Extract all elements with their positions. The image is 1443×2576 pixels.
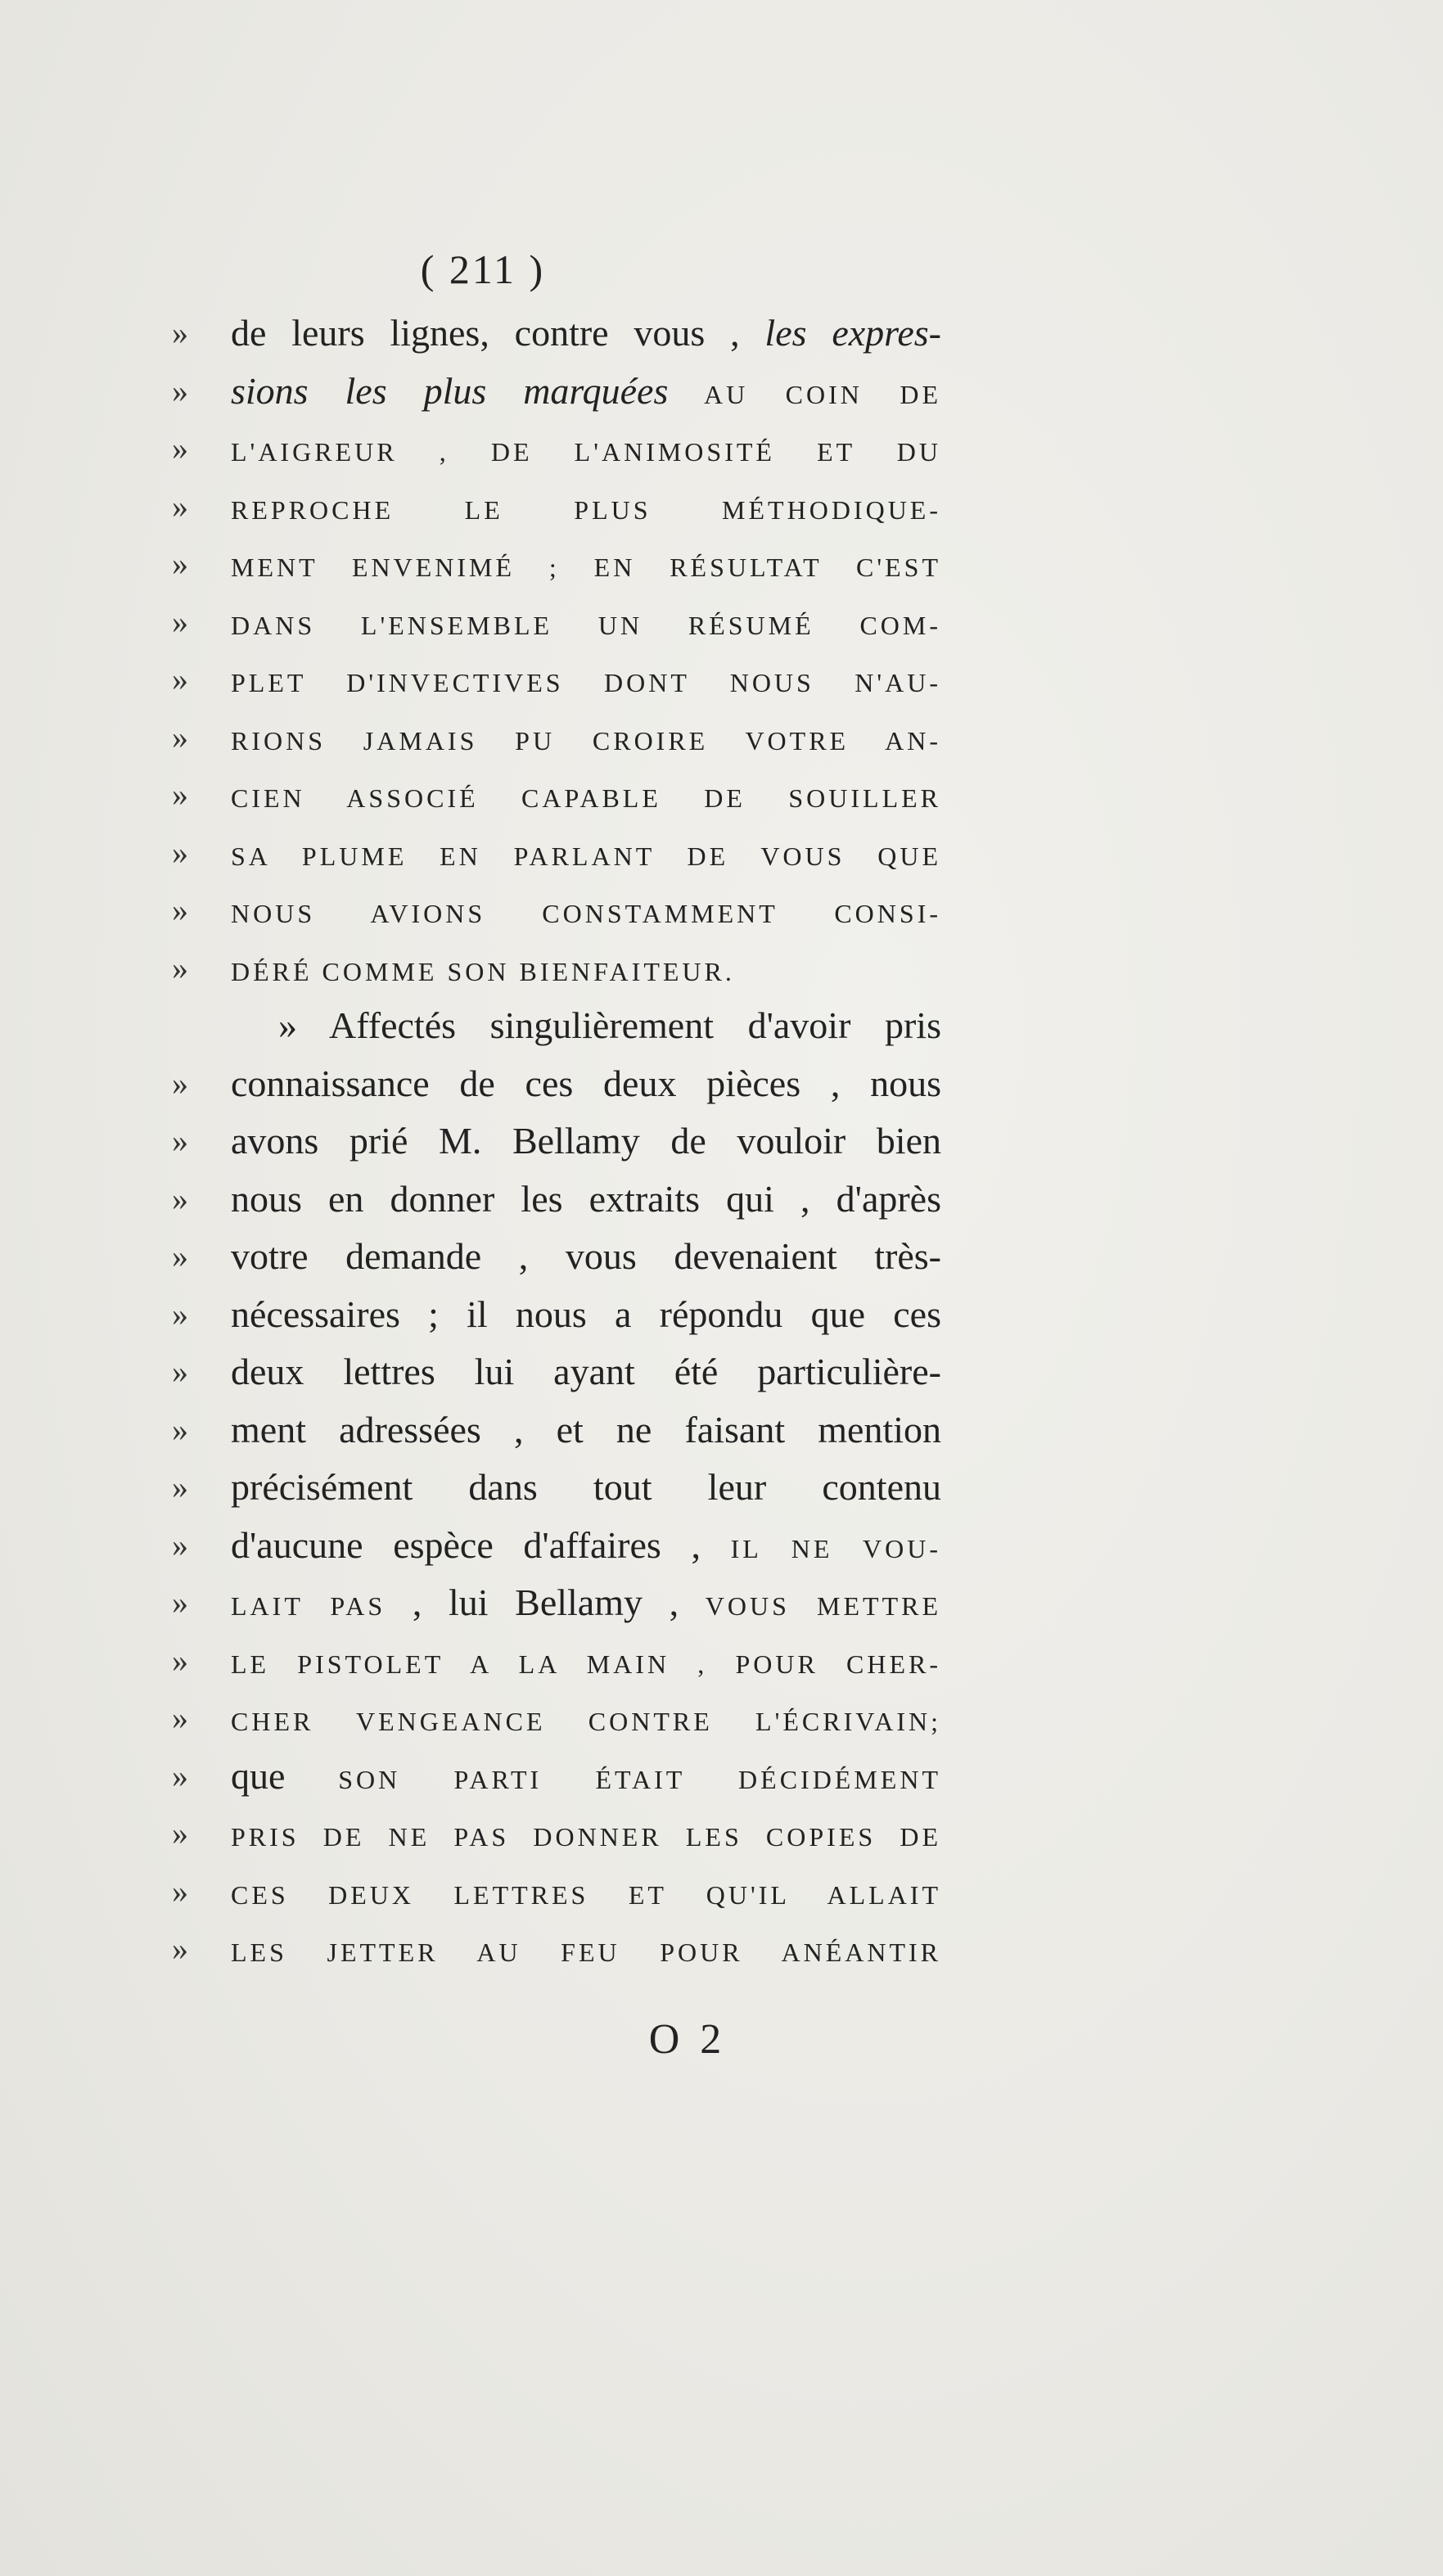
quotation-mark: » bbox=[172, 314, 188, 351]
quotation-mark: » bbox=[172, 1238, 188, 1274]
quotation-mark: » bbox=[172, 1353, 188, 1390]
line-text bbox=[231, 1055, 941, 1113]
line-text bbox=[231, 940, 941, 1001]
line-text bbox=[231, 593, 941, 655]
small-caps-text: SA PLUME EN PARLANT DE VOUS QUE bbox=[231, 841, 941, 871]
roman-text: d'aucune espèce d'affaires , bbox=[231, 1523, 731, 1566]
text-line bbox=[172, 940, 941, 998]
line-text bbox=[231, 1805, 941, 1866]
quotation-mark: » bbox=[172, 1872, 188, 1910]
quotation-mark: » bbox=[172, 891, 188, 928]
text-line bbox=[172, 1459, 941, 1517]
line-text bbox=[231, 1228, 941, 1286]
small-caps-text: PLET D'INVECTIVES DONT NOUS N'AU- bbox=[231, 668, 941, 697]
italic-text: sions les plus marquées bbox=[231, 369, 669, 412]
small-caps-text: NOUS AVIONS CONSTAMMENT CONSI- bbox=[231, 899, 941, 928]
small-caps-text: LE PISTOLET A LA MAIN , POUR CHER- bbox=[231, 1649, 941, 1679]
quotation-mark: » bbox=[172, 1064, 188, 1102]
text-line bbox=[172, 1228, 941, 1286]
quotation-mark: » bbox=[172, 1699, 188, 1736]
quotation-mark: » bbox=[172, 949, 188, 986]
text-line bbox=[172, 1748, 941, 1806]
line-text bbox=[231, 651, 941, 712]
line-text bbox=[231, 1343, 941, 1401]
text-line bbox=[172, 1632, 941, 1690]
line-text bbox=[231, 997, 941, 1055]
quotation-mark: » bbox=[172, 1584, 188, 1621]
text-line bbox=[172, 535, 941, 593]
small-caps-text: RIONS JAMAIS PU CROIRE VOTRE AN- bbox=[231, 725, 941, 756]
quotation-mark: » bbox=[172, 372, 188, 409]
line-text bbox=[231, 709, 941, 770]
text-line bbox=[172, 1863, 941, 1921]
quotation-mark: » bbox=[172, 1468, 188, 1505]
quotation-mark: » bbox=[172, 1930, 188, 1967]
line-text bbox=[231, 1517, 941, 1578]
line-text bbox=[231, 1459, 941, 1517]
text-line bbox=[172, 1112, 941, 1171]
line-text bbox=[231, 363, 941, 424]
quotation-mark: » bbox=[172, 833, 188, 871]
line-text bbox=[231, 1863, 941, 1924]
small-caps-text: DÉRÉ COMME SON BIENFAITEUR. bbox=[231, 956, 735, 986]
text-line bbox=[172, 1690, 941, 1748]
small-caps-text: CHER VENGEANCE CONTRE L'ÉCRIVAIN; bbox=[231, 1707, 941, 1736]
line-text bbox=[231, 766, 941, 828]
text-line bbox=[172, 1574, 941, 1632]
quotation-mark: » bbox=[172, 1295, 188, 1333]
roman-text: que bbox=[231, 1754, 339, 1797]
quotation-mark: » bbox=[172, 430, 188, 467]
line-text bbox=[231, 1401, 941, 1459]
quotation-mark: » bbox=[172, 1641, 188, 1679]
small-caps-text: SON PARTI ÉTAIT DÉCIDÉMENT bbox=[338, 1764, 942, 1794]
text-line bbox=[172, 1343, 941, 1401]
line-text bbox=[231, 305, 941, 363]
text-line bbox=[172, 478, 941, 536]
line-text bbox=[231, 535, 941, 597]
text-line bbox=[172, 651, 941, 709]
page-number: ( 211 ) bbox=[420, 246, 546, 292]
quotation-mark: » bbox=[172, 1526, 188, 1563]
roman-text: deux lettres lui ayant été particulière- bbox=[231, 1351, 941, 1392]
roman-text: précisément dans tout leur contenu bbox=[231, 1466, 941, 1508]
small-caps-text: MENT ENVENIMÉ ; EN RÉSULTAT C'EST bbox=[231, 553, 941, 582]
quotation-mark: » bbox=[172, 602, 188, 640]
roman-text: votre demande , vous devenaient très- bbox=[231, 1235, 941, 1277]
text-line bbox=[172, 1286, 941, 1344]
text-line bbox=[172, 709, 941, 767]
line-text bbox=[231, 1690, 941, 1751]
roman-text: » Affectés singulièrement d'avoir pris bbox=[278, 1004, 941, 1046]
quotation-mark: » bbox=[172, 1180, 188, 1217]
quotation-mark: » bbox=[172, 1122, 188, 1159]
quotation-mark: » bbox=[172, 776, 188, 813]
small-caps-text: VOUS METTRE bbox=[705, 1591, 942, 1621]
text-line bbox=[172, 1517, 941, 1575]
body-text bbox=[172, 305, 941, 1978]
text-line bbox=[172, 363, 941, 421]
italic-text: les expres- bbox=[764, 312, 941, 354]
quotation-mark: » bbox=[172, 1410, 188, 1448]
line-text bbox=[231, 1920, 941, 1982]
line-text bbox=[231, 1748, 941, 1809]
roman-text: avons prié M. Bellamy de vouloir bien bbox=[231, 1120, 941, 1162]
text-line bbox=[172, 593, 941, 652]
line-text bbox=[231, 420, 941, 481]
text-line bbox=[172, 766, 941, 824]
quotation-mark: » bbox=[172, 487, 188, 525]
quotation-mark: » bbox=[172, 545, 188, 582]
text-line bbox=[172, 1920, 941, 1978]
line-text bbox=[231, 824, 941, 886]
roman-text: connaissance de ces deux pièces , nous bbox=[231, 1062, 941, 1104]
line-text bbox=[231, 478, 941, 539]
text-line bbox=[172, 1401, 941, 1459]
quotation-mark: » bbox=[172, 718, 188, 756]
small-caps-text: REPROCHE LE PLUS MÉTHODIQUE- bbox=[231, 494, 941, 525]
line-text bbox=[231, 1574, 941, 1635]
small-caps-text: CES DEUX LETTRES ET QU'IL ALLAIT bbox=[231, 1879, 941, 1910]
small-caps-text: LAIT PAS bbox=[231, 1591, 386, 1621]
quotation-mark: » bbox=[172, 1815, 188, 1852]
text-line bbox=[172, 1805, 941, 1863]
small-caps-text: DANS L'ENSEMBLE UN RÉSUMÉ COM- bbox=[231, 610, 941, 640]
line-text bbox=[231, 1632, 941, 1694]
signature-mark: O 2 bbox=[648, 2016, 727, 2063]
quotation-mark: » bbox=[172, 661, 188, 697]
roman-text: nécessaires ; il nous a répondu que ces bbox=[231, 1293, 941, 1335]
small-caps-text: CIEN ASSOCIÉ CAPABLE DE SOUILLER bbox=[231, 783, 941, 813]
quotation-mark: » bbox=[172, 1757, 188, 1794]
roman-text: nous en donner les extraits qui , d'après bbox=[231, 1177, 941, 1220]
small-caps-text: LES JETTER AU FEU POUR ANÉANTIR bbox=[231, 1938, 941, 1967]
line-text bbox=[231, 1171, 941, 1229]
line-text bbox=[231, 1286, 941, 1344]
roman-text: , lui Bellamy , bbox=[386, 1581, 706, 1623]
text-line bbox=[172, 824, 941, 882]
text-line bbox=[172, 1171, 941, 1229]
small-caps-text: PRIS DE NE PAS DONNER LES COPIES DE bbox=[231, 1822, 941, 1852]
text-line bbox=[172, 420, 941, 478]
small-caps-text: IL NE VOU- bbox=[730, 1533, 942, 1563]
small-caps-text: L'AIGREUR , DE L'ANIMOSITÉ ET DU bbox=[231, 437, 941, 467]
text-line bbox=[172, 1055, 941, 1113]
line-text bbox=[231, 1112, 941, 1171]
line-text bbox=[231, 882, 941, 943]
text-line bbox=[172, 305, 941, 363]
roman-text: ment adressées , et ne faisant mention bbox=[231, 1408, 941, 1450]
text-line bbox=[172, 882, 941, 940]
text-line bbox=[172, 997, 941, 1055]
roman-text: de leurs lignes, contre vous , bbox=[231, 312, 765, 354]
small-caps-text: AU COIN DE bbox=[668, 379, 941, 409]
